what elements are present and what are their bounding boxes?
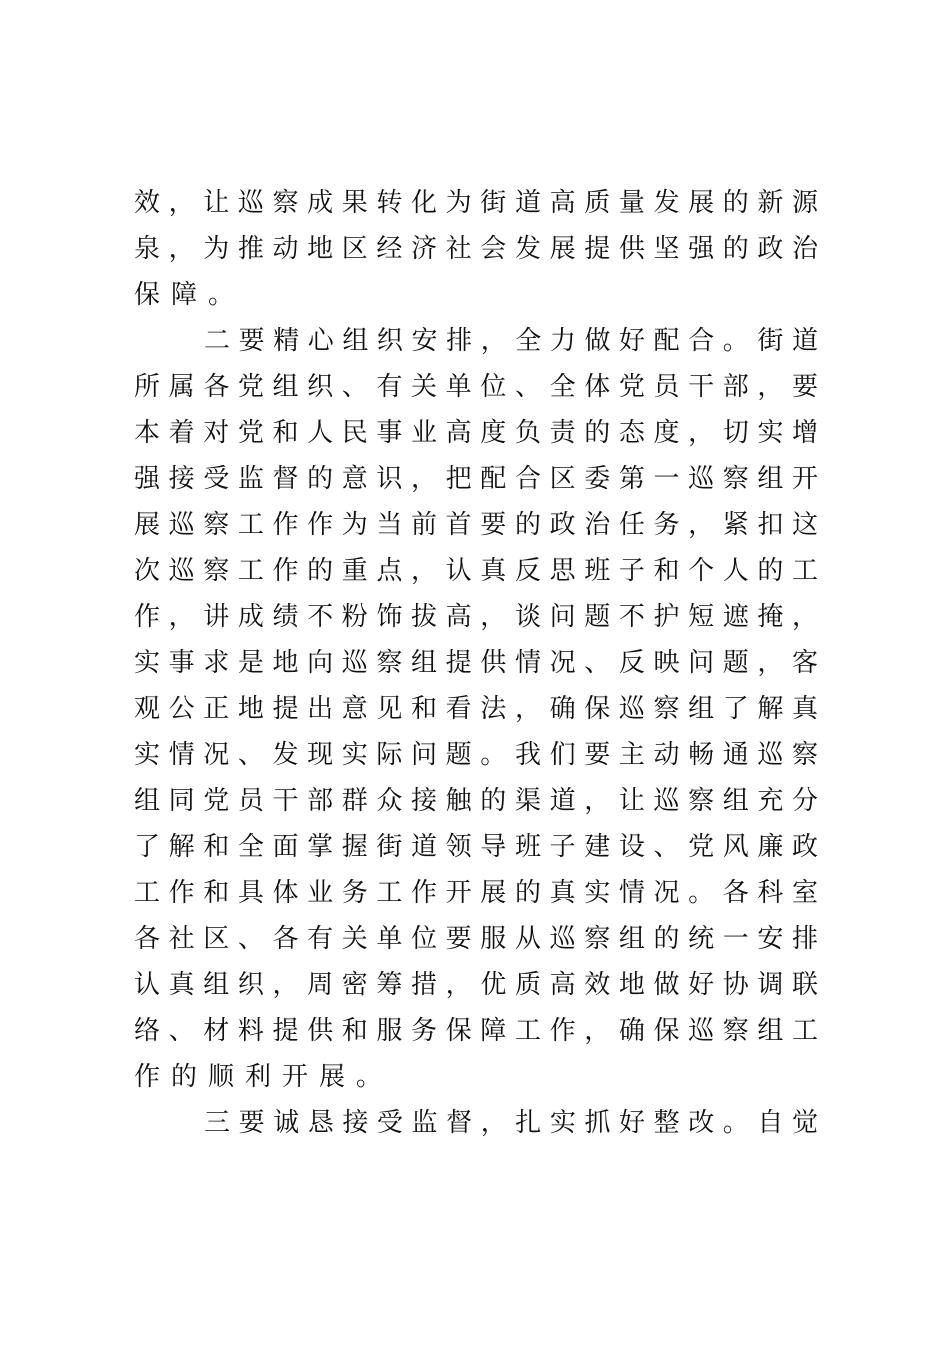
text-line: 泉，为推动地区经济社会发展提供坚强的政治 — [134, 234, 818, 264]
text-line: 工作和具体业务工作开展的真实情况。各科室 — [134, 878, 818, 908]
paragraph-start-line: 二要精心组织安排，全力做好配合。街道 — [204, 326, 818, 356]
text-line: 实事求是地向巡察组提供情况、反映问题，客 — [134, 648, 818, 678]
text-line: 保障。 — [134, 280, 246, 310]
text-line: 效，让巡察成果转化为街道高质量发展的新源 — [134, 188, 818, 218]
text-line: 络、材料提供和服务保障工作，确保巡察组工 — [134, 1016, 818, 1046]
text-line: 本着对党和人民事业高度负责的态度，切实增 — [134, 418, 818, 448]
text-line: 作，讲成绩不粉饰拔高，谈问题不护短遮掩， — [134, 602, 818, 632]
text-line: 所属各党组织、有关单位、全体党员干部，要 — [134, 372, 818, 402]
text-line: 强接受监督的意识，把配合区委第一巡察组开 — [134, 464, 818, 494]
text-line: 认真组织，周密筹措，优质高效地做好协调联 — [134, 970, 818, 1000]
text-line: 各社区、各有关单位要服从巡察组的统一安排 — [134, 924, 818, 954]
text-line: 展巡察工作作为当前首要的政治任务，紧扣这 — [134, 510, 818, 540]
text-line: 观公正地提出意见和看法，确保巡察组了解真 — [134, 694, 818, 724]
text-line: 实情况、发现实际问题。我们要主动畅通巡察 — [134, 740, 818, 770]
text-line: 组同党员干部群众接触的渠道，让巡察组充分 — [134, 786, 818, 816]
body-text — [134, 180, 818, 1146]
paragraph-start-line: 三要诚恳接受监督，扎实抓好整改。自觉 — [204, 1108, 818, 1138]
text-line: 次巡察工作的重点，认真反思班子和个人的工 — [134, 556, 818, 586]
text-line: 作的顺利开展。 — [134, 1062, 394, 1092]
text-line: 了解和全面掌握街道领导班子建设、党风廉政 — [134, 832, 818, 862]
